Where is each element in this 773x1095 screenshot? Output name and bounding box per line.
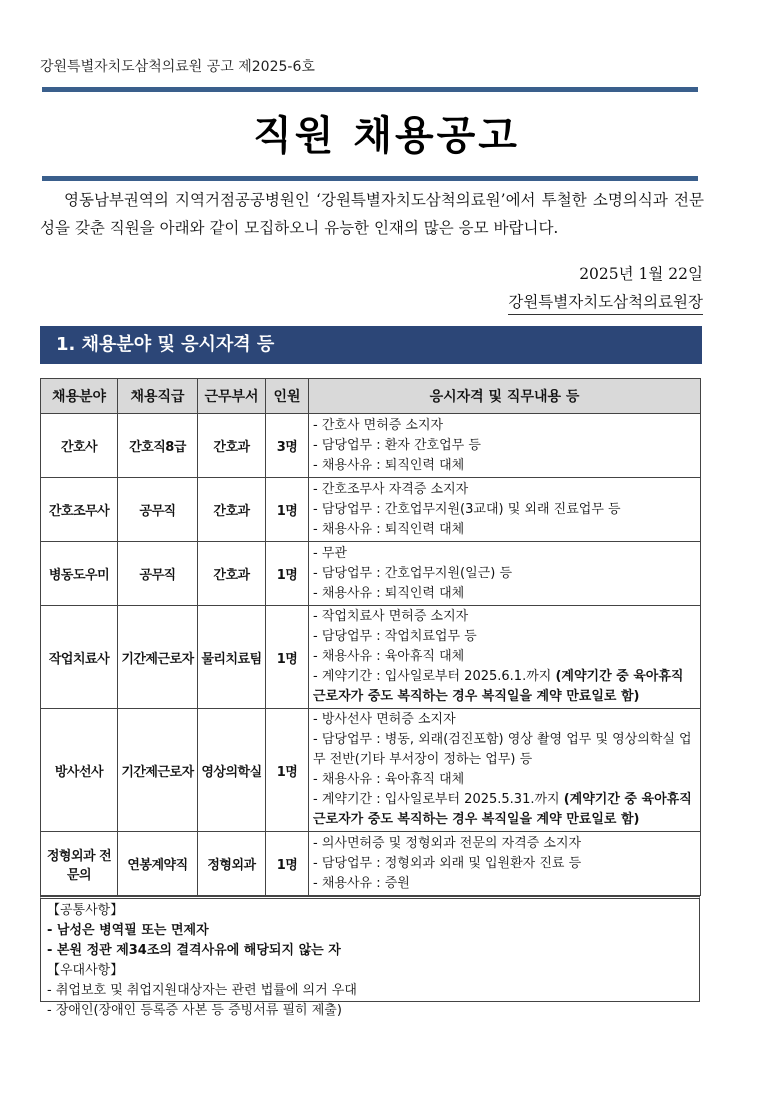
page-title: 직원 채용공고 — [253, 113, 520, 159]
contract-line — [313, 790, 696, 830]
table-row — [41, 414, 701, 478]
header-field: 채용분야 — [41, 379, 118, 414]
detail-line: - 채용사유 : 증원 — [313, 875, 410, 891]
detail-line: - 담당업무 : 정형외과 외래 및 입원환자 진료 등 — [313, 855, 582, 871]
job-grade: 연봉계약직 — [118, 832, 198, 896]
job-count: 1명 — [266, 542, 309, 606]
detail-line: - 채용사유 : 육아휴직 대체 — [313, 649, 465, 664]
table-row — [41, 478, 701, 542]
job-grade: 기간제근로자 — [118, 709, 198, 832]
detail-line: - 채용사유 : 퇴직인력 대체 — [313, 457, 465, 473]
table-header-row — [41, 379, 701, 414]
detail-line: - 방사선사 면허증 소지자 — [313, 712, 456, 727]
recruitment-table — [40, 378, 701, 896]
contract-note: (계약기간 중 육아휴직 근로자가 중도 복직하는 경우 복직일을 계약 만료일로 함) — [313, 792, 692, 827]
job-field: 정형외과 전문의 — [41, 832, 118, 896]
job-count: 1명 — [266, 832, 309, 896]
job-details — [309, 414, 701, 478]
job-field: 병동도우미 — [41, 542, 118, 606]
detail-line: - 채용사유 : 퇴직인력 대체 — [313, 585, 465, 601]
job-count: 1명 — [266, 709, 309, 832]
job-count: 1명 — [266, 606, 309, 709]
notice-date: 2025년 1월 22일 — [579, 265, 703, 283]
detail-line: - 담당업무 : 병동, 외래(검진포함) 영상 촬영 업무 및 영상의학실 업무 전반(기타 부서장이 정하는 업무) 등 — [313, 732, 692, 767]
detail-line: - 담당업무 : 간호업무지원(일근) 등 — [313, 565, 512, 581]
detail-line: - 담당업무 : 작업치료업무 등 — [313, 629, 477, 644]
job-dept: 물리치료팀 — [198, 606, 266, 709]
job-dept: 정형외과 — [198, 832, 266, 896]
table-row — [41, 832, 701, 896]
job-dept: 간호과 — [198, 478, 266, 542]
section-heading: 1. 채용분야 및 응시자격 등 — [40, 326, 702, 364]
notice-number: 강원특별자치도삼척의료원 공고 제2025-6호 — [40, 59, 315, 75]
top-rule — [42, 87, 698, 92]
contract-line — [313, 667, 696, 707]
detail-line: - 담당업무 : 간호업무지원(3교대) 및 외래 진료업무 등 — [313, 501, 621, 517]
detail-line: - 의사면허증 및 정형외과 전문의 자격증 소지자 — [313, 835, 582, 851]
preference-heading: 【우대사항】 — [47, 963, 124, 978]
job-field: 방사선사 — [41, 709, 118, 832]
contract-note: (계약기간 중 육아휴직 근로자가 중도 복직하는 경우 복직일을 계약 만료일로 함) — [313, 669, 684, 704]
table-row — [41, 542, 701, 606]
detail-line: - 간호사 면허증 소지자 — [313, 417, 444, 433]
header-count: 인원 — [266, 379, 309, 414]
detail-line: - 간호조무사 자격증 소지자 — [313, 481, 469, 497]
common-requirements — [40, 896, 700, 1018]
job-dept: 간호과 — [198, 542, 266, 606]
job-grade: 공무직 — [118, 542, 198, 606]
header-grade: 채용직급 — [118, 379, 198, 414]
detail-line: - 작업치료사 면허증 소지자 — [313, 609, 469, 624]
job-details — [309, 832, 701, 896]
job-field: 간호조무사 — [41, 478, 118, 542]
detail-line: - 채용사유 : 퇴직인력 대체 — [313, 521, 465, 537]
contract-period: - 계약기간 : 입사일로부터 2025.5.31.까지 — [313, 792, 560, 807]
job-field: 간호사 — [41, 414, 118, 478]
job-grade: 공무직 — [118, 478, 198, 542]
job-grade: 기간제근로자 — [118, 606, 198, 709]
detail-line: - 무관 — [313, 545, 347, 561]
job-field: 작업치료사 — [41, 606, 118, 709]
job-count: 3명 — [266, 414, 309, 478]
job-grade: 간호직8급 — [118, 414, 198, 478]
common-item: - 본원 정관 제34조의 결격사유에 해당되지 않는 자 — [47, 943, 341, 958]
table-row — [41, 606, 701, 709]
job-details — [309, 606, 701, 709]
job-dept: 간호과 — [198, 414, 266, 478]
detail-line: - 채용사유 : 육아휴직 대체 — [313, 772, 465, 787]
job-details — [309, 709, 701, 832]
job-dept: 영상의학실 — [198, 709, 266, 832]
common-heading: 【공통사항】 — [47, 903, 124, 918]
header-dept: 근무부서 — [198, 379, 266, 414]
issuer: 강원특별자치도삼척의료원장 — [508, 290, 703, 315]
table-row — [41, 709, 701, 832]
detail-line: - 담당업무 : 환자 간호업무 등 — [313, 437, 481, 453]
intro-paragraph: 영동남부권역의 지역거점공공병원인 ‘강원특별자치도삼척의료원’에서 투철한 소명의식과 전문성을 갖춘 직원을 아래와 같이 모집하오니 유능한 인재의 많은 응모 바랍니다. — [40, 191, 704, 237]
common-item: - 남성은 병역필 또는 면제자 — [47, 923, 209, 938]
job-details — [309, 542, 701, 606]
contract-period: - 계약기간 : 입사일로부터 2025.6.1.까지 — [313, 669, 552, 684]
preference-item: - 장애인(장애인 등록증 사본 등 증빙서류 필히 제출) — [47, 1003, 342, 1018]
job-details — [309, 478, 701, 542]
job-count: 1명 — [266, 478, 309, 542]
preference-item: - 취업보호 및 취업지원대상자는 관련 법률에 의거 우대 — [47, 983, 357, 998]
title-rule — [42, 176, 698, 181]
header-details: 응시자격 및 직무내용 등 — [309, 379, 701, 414]
